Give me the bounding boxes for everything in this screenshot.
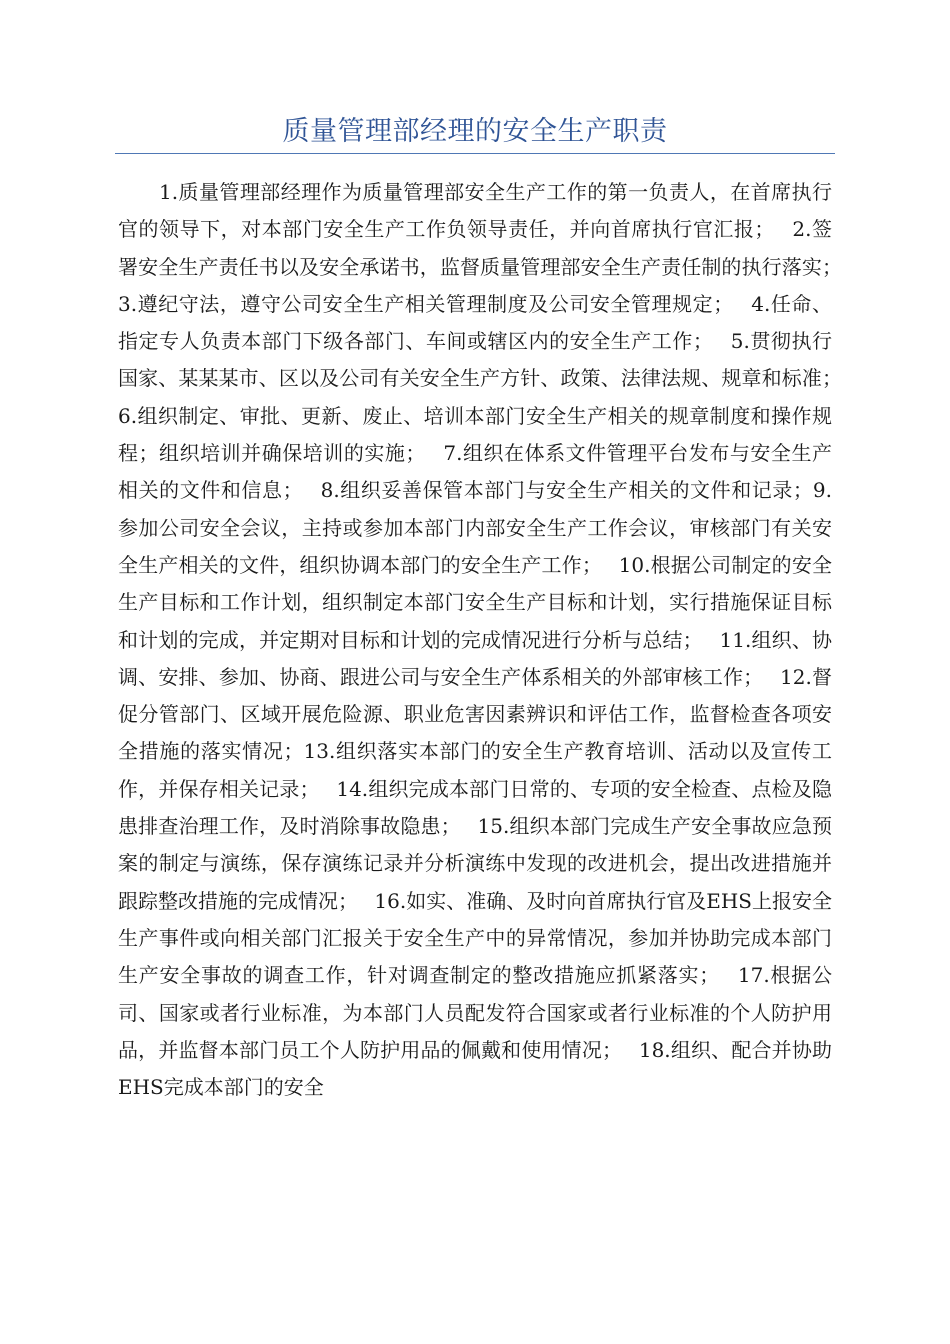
body-paragraph: 1.质量管理部经理作为质量管理部安全生产工作的第一负责人，在首席执行官的领导下，对本部门安全生产工作负领导责任，并向首席执行官汇报； 2.签署安全生产责任书以及安全承诺书，监督质量管理部安全生产责任制的执行落实； 3.遵纪守法，遵守公司安全生产相关管理制度及公司安全管理规定； 4.任命、指定专人负责本部门下级各部门、车间或辖区内的安全生产工作； 5.贯彻执行国家、某某某市、区以及公司有关安全生产方针、政策、法律法规、规章和标准； 6.组织制定、审批、更新、废止、培训本部门安全生产相关的规章制度和操作规程；组织培训并确保培训的实施； 7.组织在体系文件管理平台发布与安全生产相关的文件和信息； 8.组织妥善保管本部门与安全生产相关的文件和记录；9.参加公司安全会议，主持或参加本部门内部安全生产工作会议，审核部门有关安全生产相关的文件，组织协调本部门的安全生产工作； 10.根据公司制定的安全生产目标和工作计划，组织制定本部门安全生产目标和计划，实行措施保证目标和计划的完成，并定期对目标和计划的完成情况进行分析与总结； 11.组织、协调、安排、参加、协商、跟进公司与安全生产体系相关的外部审核工作； 12.督促分管部门、区域开展危险源、职业危害因素辨识和评估工作，监督检查各项安全措施的落实情况；13.组织落实本部门的安全生产教育培训、活动以及宣传工作，并保存相关记录； 14.组织完成本部门日常的、专项的安全检查、点检及隐患排查治理工作，及时消除事故隐患； 15.组织本部门完成生产安全事故应急预案的制定与演练，保存演练记录并分析演练中发现的改进机会，提出改进措施并跟踪整改措施的完成情况； 16.如实、准确、及时向首席执行官及EHS上报安全生产事件或向相关部门汇报关于安全生产中的异常情况，参加并协助完成本部门生产安全事故的调查工作，针对调查制定的整改措施应抓紧落实； 17.根据公司、国家或者行业标准，为本部门人员配发符合国家或者行业标准的个人防护用品，并监督本部门员工个人防护用品的佩戴和使用情况； 18.组织、配合并协助EHS完成本部门的安全 xyxy=(118,180,859,1100)
title-underline xyxy=(115,153,835,154)
page-title: 质量管理部经理的安全生产职责 xyxy=(282,116,668,147)
